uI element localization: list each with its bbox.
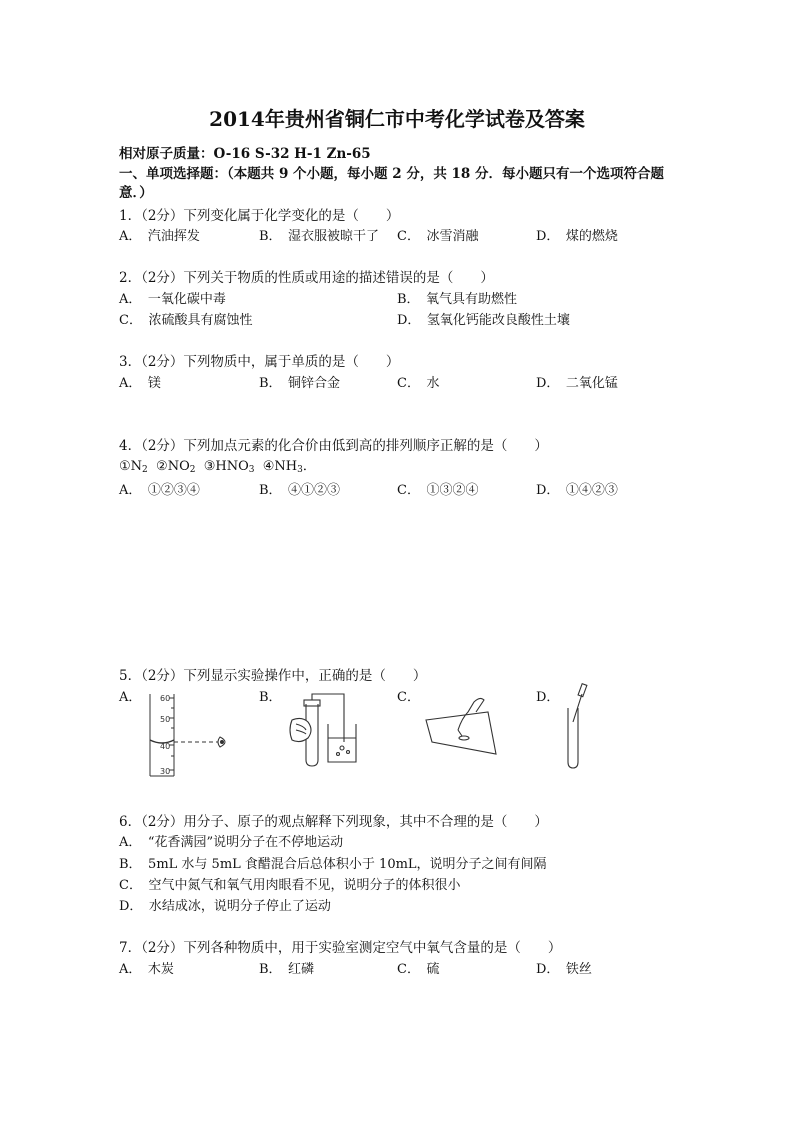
q1-option-d: D． 煤的燃烧 — [536, 229, 618, 244]
q3-option-b: B． 铜锌合金 — [259, 376, 341, 391]
question-2-stem: 2．（2分）下列关于物质的性质或用途的描述错误的是（ ） — [119, 270, 494, 286]
q1-option-c: C． 冰雪消融 — [397, 229, 479, 244]
section-heading-line2: 意．） — [119, 185, 153, 201]
q3-option-a: A． 镁 — [119, 376, 161, 391]
question-6-stem: 6．（2分）用分子、原子的观点解释下列现象，其中不合理的是（ ） — [119, 814, 548, 830]
dropper-test-tube-figure — [558, 682, 598, 772]
q4-item-4: $④NH_3$． — [262, 459, 316, 475]
q4-option-a: A． ①②③④ — [119, 483, 200, 498]
cylinder-reading-figure — [138, 690, 248, 780]
q7-option-c: C． 硫 — [397, 962, 440, 977]
q4-option-c: C． ①③②④ — [397, 483, 479, 498]
q5-option-b: B． — [259, 690, 282, 705]
question-4-stem: 4．（2分）下列加点元素的化合价由低到高的排列顺序正解的是（ ） — [119, 438, 548, 454]
q1-option-a: A． 汽油挥发 — [119, 229, 200, 244]
q4-item-3: $③HNO_3$ — [203, 459, 255, 475]
q5-option-d: D． — [536, 690, 560, 705]
cylinder-tick-50: 50 — [160, 715, 171, 724]
q4-item-1: $①N_2$ — [119, 459, 148, 475]
q7-option-b: B． 红磷 — [259, 962, 315, 977]
q2-option-d: D． 氢氧化钙能改良酸性土壤 — [397, 313, 570, 328]
q2-option-c: C． 浓硫酸具有腐蚀性 — [119, 313, 253, 328]
q6-option-b: B． 5mL 水与 5mL 食醋混合后总体积小于 10mL，说明分子之间有间隔 — [119, 857, 547, 872]
page-title: 2014年贵州省铜仁市中考化学试卷及答案 — [209, 107, 585, 131]
q1-option-b: B． 湿衣服被晾干了 — [259, 229, 380, 244]
cylinder-tick-40: 40 — [160, 742, 171, 751]
airtightness-check-figure — [282, 690, 372, 770]
q3-option-d: D． 二氧化锰 — [536, 376, 618, 391]
q6-option-d: D． 水结成冰，说明分子停止了运动 — [119, 899, 331, 914]
cylinder-tick-60: 60 — [160, 694, 171, 703]
question-5-stem: 5．（2分）下列显示实验操作中，正确的是（ ） — [119, 668, 427, 684]
q4-formula-list — [119, 455, 316, 475]
q2-option-b: B． 氧气具有助燃性 — [397, 292, 518, 307]
q7-option-a: A． 木炭 — [119, 962, 174, 977]
q4-option-d: D． ①④②③ — [536, 483, 618, 498]
q3-option-c: C． 水 — [397, 376, 440, 391]
q2-option-a: A． 一氧化碳中毒 — [119, 292, 226, 307]
q4-item-2: $②NO_2$ — [156, 459, 196, 475]
q6-option-c: C． 空气中氮气和氧气用肉眼看不见，说明分子的体积很小 — [119, 878, 461, 893]
cylinder-tick-30: 30 — [160, 767, 171, 776]
q4-option-b: B． ④①②③ — [259, 483, 341, 498]
question-1-stem: 1．（2分）下列变化属于化学变化的是（ ） — [119, 208, 400, 224]
section-heading-line1: 一、单项选择题：（本题共 9 个小题，每小题 2 分，共 18 分．每小题只有一个选项符合题 — [119, 166, 665, 182]
question-3-stem: 3．（2分）下列物质中，属于单质的是（ ） — [119, 354, 400, 370]
q5-option-c: C． — [397, 690, 420, 705]
ph-paper-figure — [418, 682, 508, 762]
q5-option-a: A． — [119, 690, 142, 705]
q7-option-d: D． 铁丝 — [536, 962, 592, 977]
question-7-stem: 7．（2分）下列各种物质中，用于实验室测定空气中氧气含量的是（ ） — [119, 940, 562, 956]
atomic-mass-line: 相对原子质量：O-16 S-32 H-1 Zn-65 — [119, 146, 371, 162]
q6-option-a: A． “花香满园”说明分子在不停地运动 — [119, 835, 344, 850]
